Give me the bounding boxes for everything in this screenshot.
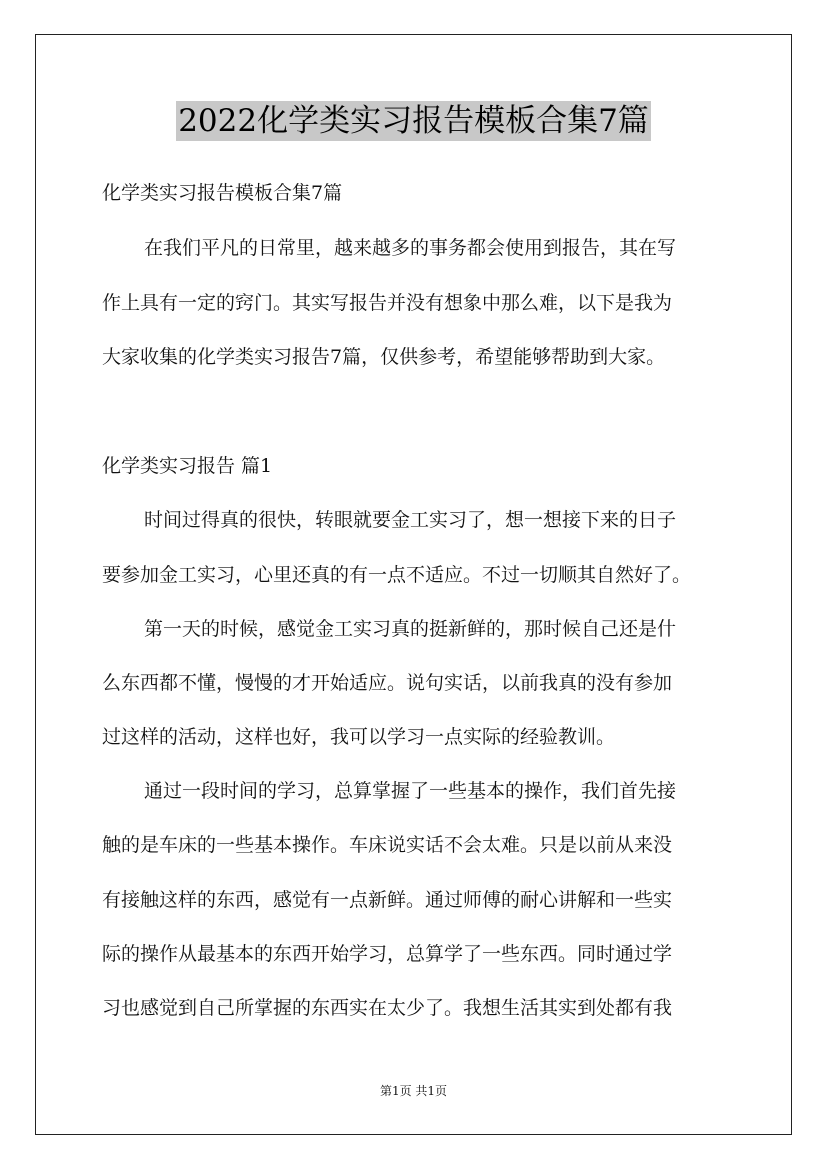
body-line-9: 际的操作从最基本的东西开始学习，总算学了一些东西。同时通过学 <box>102 943 673 965</box>
intro-line-3: 大家收集的化学类实习报告7篇，仅供参考，希望能够帮助到大家。 <box>102 346 666 368</box>
body-line-3: 第一天的时候，感觉金工实习真的挺新鲜的，那时候自己还是什 <box>144 618 677 640</box>
body-line-1: 时间过得真的很快，转眼就要金工实习了，想一想接下来的日子 <box>144 509 677 531</box>
document-title: 2022化学类实习报告模板合集7篇 <box>178 103 649 139</box>
section-heading: 化学类实习报告 篇1 <box>102 455 273 477</box>
document-subtitle: 化学类实习报告模板合集7篇 <box>102 182 343 204</box>
intro-line-1: 在我们平凡的日常里，越来越多的事务都会使用到报告，其在写 <box>144 237 677 259</box>
body-line-4: 么东西都不懂，慢慢的才开始适应。说句实话，以前我真的没有参加 <box>102 672 673 694</box>
page-footer: 第1页 共1页 <box>379 1084 448 1098</box>
body-line-5: 过这样的活动，这样也好，我可以学习一点实际的经验教训。 <box>102 726 616 748</box>
body-line-10: 习也感觉到自己所掌握的东西实在太少了。我想生活其实到处都有我 <box>102 997 673 1019</box>
body-line-7: 触的是车床的一些基本操作。车床说实话不会太难。只是以前从来没 <box>102 834 673 856</box>
body-line-8: 有接触这样的东西，感觉有一点新鲜。通过师傅的耐心讲解和一些实 <box>102 889 673 911</box>
body-line-2: 要参加金工实习，心里还真的有一点不适应。不过一切顺其自然好了。 <box>102 564 692 586</box>
intro-line-2: 作上具有一定的窍门。其实写报告并没有想象中那么难，以下是我为 <box>102 292 673 314</box>
title-container <box>0 101 827 141</box>
body-line-6: 通过一段时间的学习，总算掌握了一些基本的操作，我们首先接 <box>144 780 677 802</box>
